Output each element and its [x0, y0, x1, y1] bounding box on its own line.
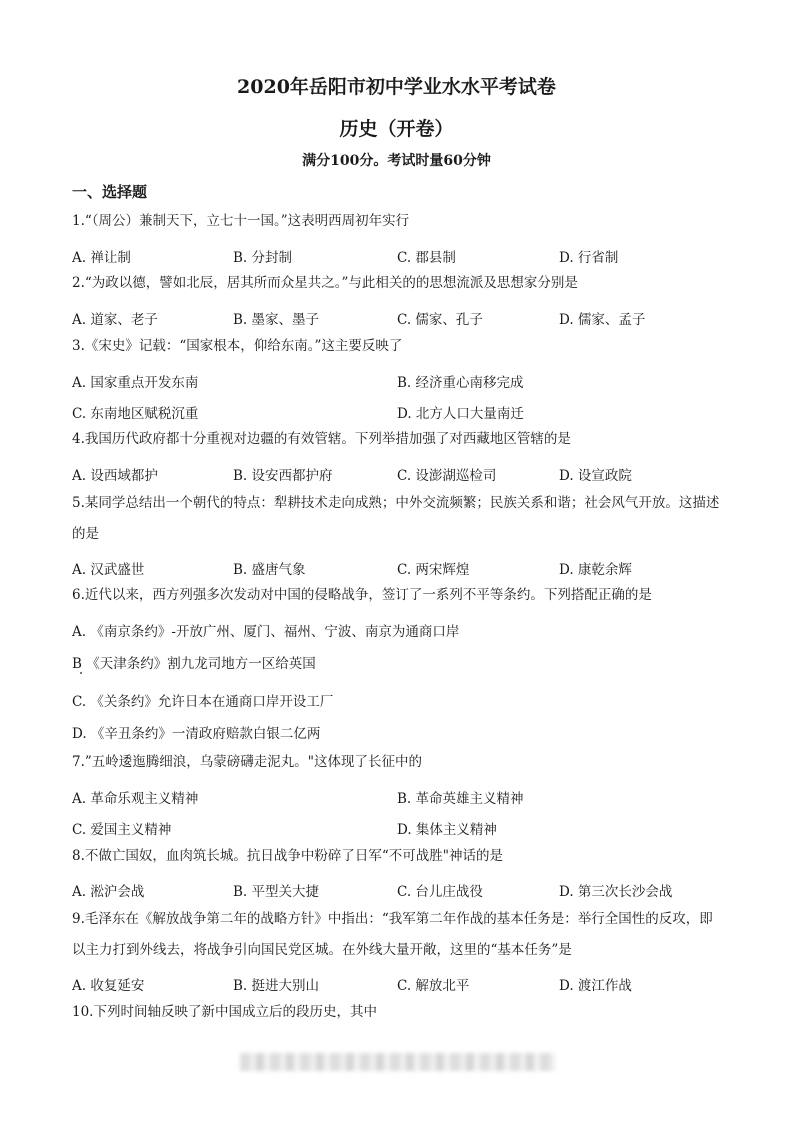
- option-a: A. 《南京条约》-开放广州、厦门、福州、宁波、南京为通商口岸: [72, 624, 460, 640]
- option-d: D. 渡江作战: [559, 978, 632, 994]
- option-a: A. 禅让制: [72, 250, 131, 266]
- question-2-options: [72, 308, 722, 330]
- option-d: D. 《辛丑条约》一清政府赔款白银二亿两: [72, 726, 321, 742]
- option-b: B. 分封制: [233, 250, 293, 266]
- option-b: B. 经济重心南移完成: [397, 375, 524, 391]
- option-b: B. 挺进大别山: [233, 978, 320, 994]
- section-heading: 一、选择题: [72, 183, 148, 201]
- option-d: D. 行省制: [559, 250, 619, 266]
- option-a: A. 革命乐观主义精神: [72, 791, 199, 807]
- option-a: A. 汉武盛世: [72, 562, 145, 578]
- question-7-options-row1: [72, 787, 722, 809]
- question-2: 2.“为政以德，譬如北辰，居其所而众星共之。”与此相关的的思想流派及思想家分别是: [72, 275, 578, 291]
- question-1-options: [72, 246, 722, 268]
- question-5: 5.某同学总结出一个朝代的特点：犁耕技术走向成熟；中外交流频繁；民族关系和谐；社会风气开放。这描述的是: [72, 495, 720, 542]
- score-info: 满分100分。考试时量60分钟: [302, 153, 491, 169]
- scan-speck: [80, 672, 82, 674]
- question-7: 7.”五岭逶迤腾细浪，乌蒙磅礴走泥丸。"这体现了长征中的: [72, 754, 422, 770]
- exam-title: 2020年岳阳市初中学业水水平考试卷: [237, 76, 556, 98]
- option-c: C. 台儿庄战役: [397, 884, 483, 900]
- question-4-options: [72, 464, 722, 486]
- option-b: B. 盛唐气象: [233, 562, 306, 578]
- option-c: C. 解放北平: [397, 978, 470, 994]
- option-a: A. 收复延安: [72, 978, 145, 994]
- question-3-options-row2: [72, 402, 722, 424]
- option-a: A. 国家重点开发东南: [72, 375, 199, 391]
- option-a: A. 淞沪会战: [72, 884, 145, 900]
- option-d: D. 北方人口大量南迁: [397, 406, 524, 422]
- option-c: C. 爱国主义精神: [72, 822, 172, 838]
- option-c: C. 儒家、孔子: [397, 312, 483, 328]
- option-b: B. 平型关大捷: [233, 884, 320, 900]
- question-5-options: [72, 558, 722, 580]
- question-7-options-row2: [72, 818, 722, 840]
- question-3: 3.《宋史》记载：“国家根本，仰给东南。”这主要反映了: [72, 338, 403, 354]
- option-c: C. 东南地区赋税沉重: [72, 406, 199, 422]
- option-b: B. 设安西都护府: [233, 468, 333, 484]
- question-8: 8.不做亡国奴，血肉筑长城。抗日战争中粉碎了日军“不可战胜"神话的是: [72, 848, 503, 864]
- option-d: D. 第三次长沙会战: [559, 884, 673, 900]
- option-c: C. 两宋辉煌: [397, 562, 470, 578]
- option-b: B 《天津条约》割九龙司地方一区给英国: [72, 656, 316, 672]
- question-4: 4.我国历代政府都十分重视对边疆的有效管辖。下列举措加强了对西藏地区管辖的是: [72, 431, 571, 447]
- option-d: D. 康乾余辉: [559, 562, 632, 578]
- option-c: C. 设澎湖巡检司: [397, 468, 497, 484]
- option-b: B. 革命英雄主义精神: [397, 791, 524, 807]
- question-6: 6.近代以来，西方列强多次发动对中国的侵略战争，签订了一系列不平等条约。下列搭配正确的是: [72, 587, 652, 603]
- question-9: 9.毛泽东在《解放战争第二年的战略方针》中指出：“我军第二年作战的基本任务是：举行全国性的反攻，即以主力打到外线去，将战争引向国民党区城。在外线大量开敞，这里的“基本任务”是: [72, 911, 713, 958]
- option-c: C. 《关条约》允许日本在通商口岸开设工厂: [72, 694, 334, 710]
- blurred-watermark: [240, 1053, 555, 1071]
- question-9-options: [72, 974, 722, 996]
- option-b: B. 墨家、墨子: [233, 312, 320, 328]
- option-d: D. 集体主义精神: [397, 822, 497, 838]
- option-a: A. 设西域都护: [72, 468, 158, 484]
- option-a: A. 道家、老子: [72, 312, 158, 328]
- option-d: D. 儒家、孟子: [559, 312, 646, 328]
- question-3-options-row1: [72, 371, 722, 393]
- option-d: D. 设宣政院: [559, 468, 632, 484]
- question-10: 10.下列时间轴反映了新中国成立后的段历史，其中: [72, 1004, 377, 1020]
- question-8-options: [72, 880, 722, 902]
- option-c: C. 郡县制: [397, 250, 456, 266]
- subject-title: 历史（开卷）: [339, 118, 454, 140]
- question-1: 1.“（周公）兼制天下，立七十一国。”这表明西周初年实行: [72, 213, 410, 229]
